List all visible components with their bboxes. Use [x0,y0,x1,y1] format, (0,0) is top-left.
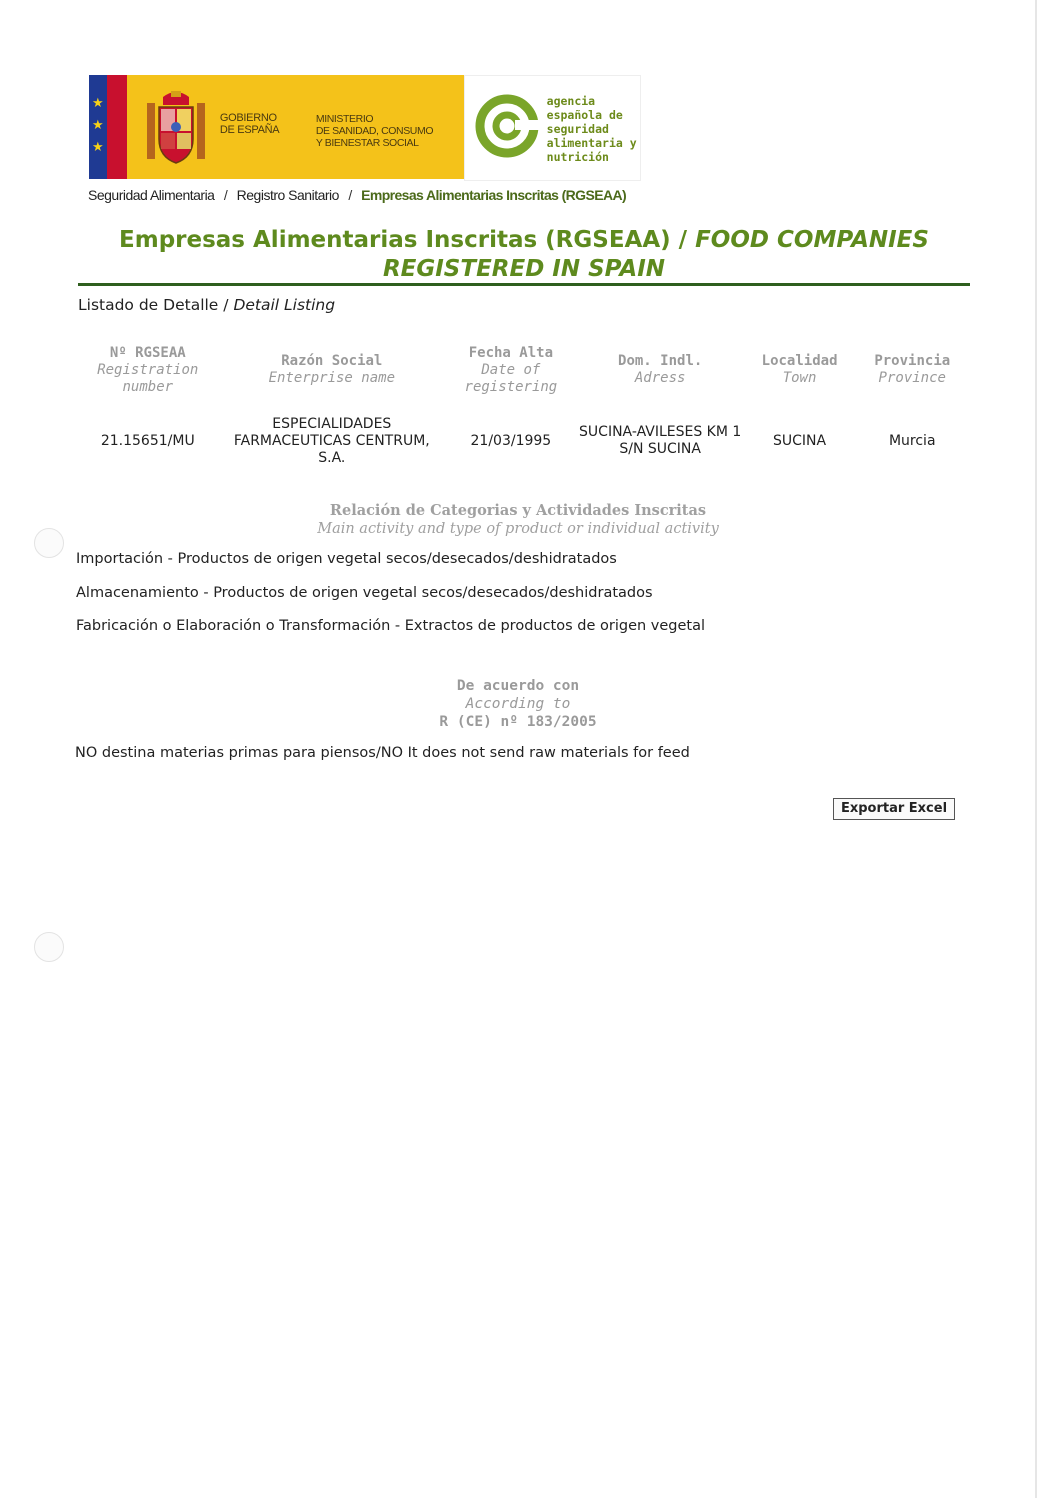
activities-heading [78,502,958,538]
cell-registration-number: 21.15651/MU [100,432,195,449]
listing-label-es: Listado de Detalle / [78,296,229,314]
header-registration-number: Nº RGSEAA Registration number [97,344,199,395]
header-banner [89,75,641,179]
agency-line: alimentaria y [546,136,637,150]
ministry-name [316,113,433,149]
listing-label-en: Detail Listing [233,296,336,314]
breadcrumb-separator: / [223,187,228,203]
according-es: De acuerdo con [456,678,580,694]
punch-hole-top [34,528,64,558]
regulation-number: R (CE) nº 183/2005 [439,714,597,730]
header-address: Dom. Indl. Adress [618,353,703,386]
government-name [220,112,279,136]
cell-enterprise-name: ESPECIALIDADES FARMACEUTICAS CENTRUM, S.A. [233,415,430,466]
breadcrumb-separator: / [348,187,352,203]
activity-item: Almacenamiento - Productos de origen vegetal secos/desecados/deshidratados [76,585,653,601]
gov-line-1: GOBIERNO [219,112,277,124]
ministry-line-2: DE SANIDAD, CONSUMO [315,125,434,137]
punch-hole-bottom [34,932,64,962]
government-logo-block [127,75,464,179]
export-excel-button[interactable]: Exportar Excel [833,798,955,820]
gov-line-2: DE ESPAÑA [219,124,280,136]
feed-note: NO destina materias primas para piensos/NO It does not send raw materials for feed [75,745,690,761]
agency-logo-block [464,75,641,181]
listing-label [78,296,335,314]
detail-table [78,336,970,478]
table-header-row [78,336,970,404]
agency-line: española de [546,108,623,122]
regulation-reference [78,677,958,731]
page-title-en: FOOD COMPANIES REGISTERED IN SPAIN [382,227,929,282]
eu-spain-flag-strip [89,75,127,179]
coat-of-arms-icon [145,87,207,167]
breadcrumb-item-seguridad-alimentaria[interactable]: Seguridad Alimentaria [88,187,215,203]
header-enterprise-name: Razón Social Enterprise name [268,353,396,386]
aesan-spiral-icon [475,94,539,158]
header-province: Provincia Province [874,353,951,386]
cell-province: Murcia [888,432,936,449]
agency-line: nutrición [546,150,609,164]
breadcrumb [88,187,626,203]
star-icon: ★ [92,118,104,133]
header-town: Localidad Town [761,353,838,386]
table-row [78,404,970,478]
star-icon: ★ [92,96,104,111]
according-en: According to [465,696,571,712]
activity-item: Fabricación o Elaboración o Transformación - Extractos de productos de origen vegetal [76,618,706,634]
page-edge [1035,0,1037,1498]
star-icon: ★ [92,140,104,155]
breadcrumb-item-registro-sanitario[interactable]: Registro Sanitario [236,187,339,203]
ministry-line-1: MINISTERIO [315,113,374,125]
header-date: Fecha Alta Date of registering [464,344,558,395]
page-title [78,226,970,284]
cell-date: 21/03/1995 [470,432,552,449]
activity-item: Importación - Productos de origen vegetal secos/desecados/deshidratados [76,551,617,567]
page-title-es: Empresas Alimentarias Inscritas (RGSEAA) / [119,227,688,253]
cell-address: SUCINA-AVILESES KM 1 S/N SUCINA [579,424,742,457]
agency-name [547,94,637,164]
cell-town: SUCINA [773,432,827,449]
agency-line: seguridad [546,122,609,136]
agency-line: agencia [546,94,596,108]
activities-heading-en: Main activity and type of product or individual activity [317,521,719,537]
ministry-line-3: Y BIENESTAR SOCIAL [315,137,419,149]
title-underline [78,283,970,286]
activities-heading-es: Relación de Categorias y Actividades Inscritas [329,502,707,519]
breadcrumb-current: Empresas Alimentarias Inscritas (RGSEAA) [361,187,627,203]
